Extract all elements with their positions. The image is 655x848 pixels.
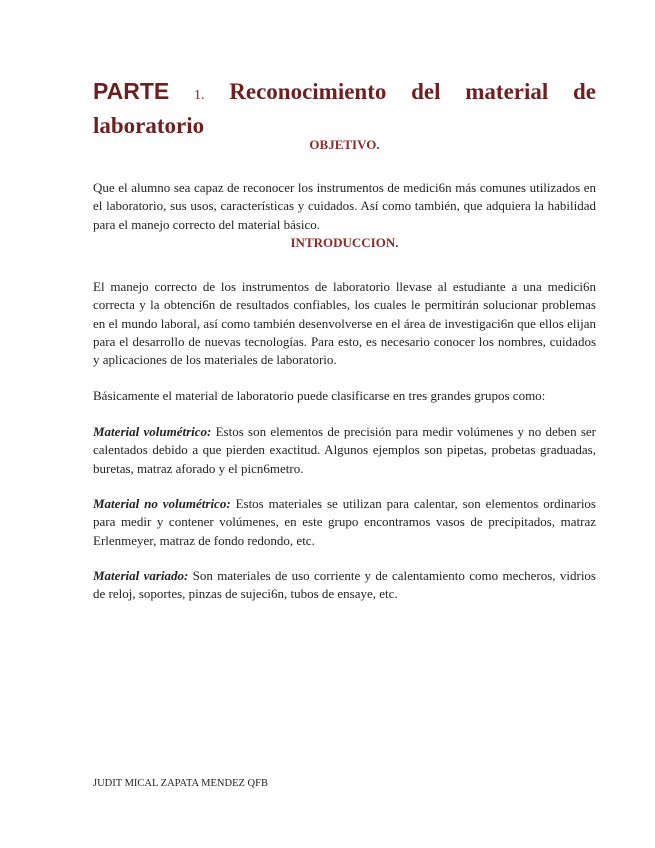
group-term: Material no volumétrico: (93, 496, 231, 511)
title-number: 1. (194, 88, 205, 103)
introduccion-heading: INTRODUCCION. (290, 235, 399, 250)
group-text: Estos son elementos de precisión para medir volúmenes y no deben ser calentados debido a que pierden exactitud. Algunos ejemplos son pipetas, probetas graduadas, buretas, matraz aforado y el picn6metro. (93, 424, 596, 476)
title-text: Reconocimiento del material de laboratorio (93, 79, 597, 138)
page-title (93, 76, 596, 141)
group-volumetrico (93, 423, 596, 478)
objetivo-paragraph: Que el alumno sea capaz de reconocer los instrumentos de medici6n más comunes utilizados en el laboratorio, sus usos, características y cuidados. Así como también, que adquiera la habilidad para el manejo correcto del material básico. (93, 180, 596, 232)
group-term: Material volumétrico: (93, 424, 212, 439)
group-text: Estos materiales se utilizan para calentar, son elementos ordinarios para medir y contener volúmenes, en este grupo encontramos vasos de precipitados, matraz Erlenmeyer, matraz de fondo redondo, etc. (93, 496, 596, 548)
group-variado (93, 567, 596, 604)
clasificacion-paragraph: Básicamente el material de laboratorio puede clasificarse en tres grandes grupos como: (93, 388, 546, 403)
group-text: Son materiales de uso corriente y de calentamiento como mecheros, vidrios de reloj, soportes, pinzas de sujeci6n, tubos de ensaye, etc. (93, 568, 596, 602)
title-part: PARTE (93, 78, 170, 104)
footer-author: JUDIT MICAL ZAPATA MENDEZ QFB (93, 778, 268, 789)
objetivo-heading: OBJETIVO. (309, 137, 380, 152)
introduccion-paragraph: El manejo correcto de los instrumentos de laboratorio llevase al estudiante a una medici6n correcta y la obtenci6n de resultados confiables, los cuales le permitirán solucionar problemas en el mundo laboral, así como también desenvolverse en el área de investigaci6n que ellos elijan para el desarrollo de nuevas tecnologías. Para esto, es necesario conocer los nombres, cuidados y aplicaciones de los materiales de laboratorio. (93, 279, 596, 368)
group-term: Material variado: (93, 568, 189, 583)
group-no-volumetrico (93, 495, 596, 550)
